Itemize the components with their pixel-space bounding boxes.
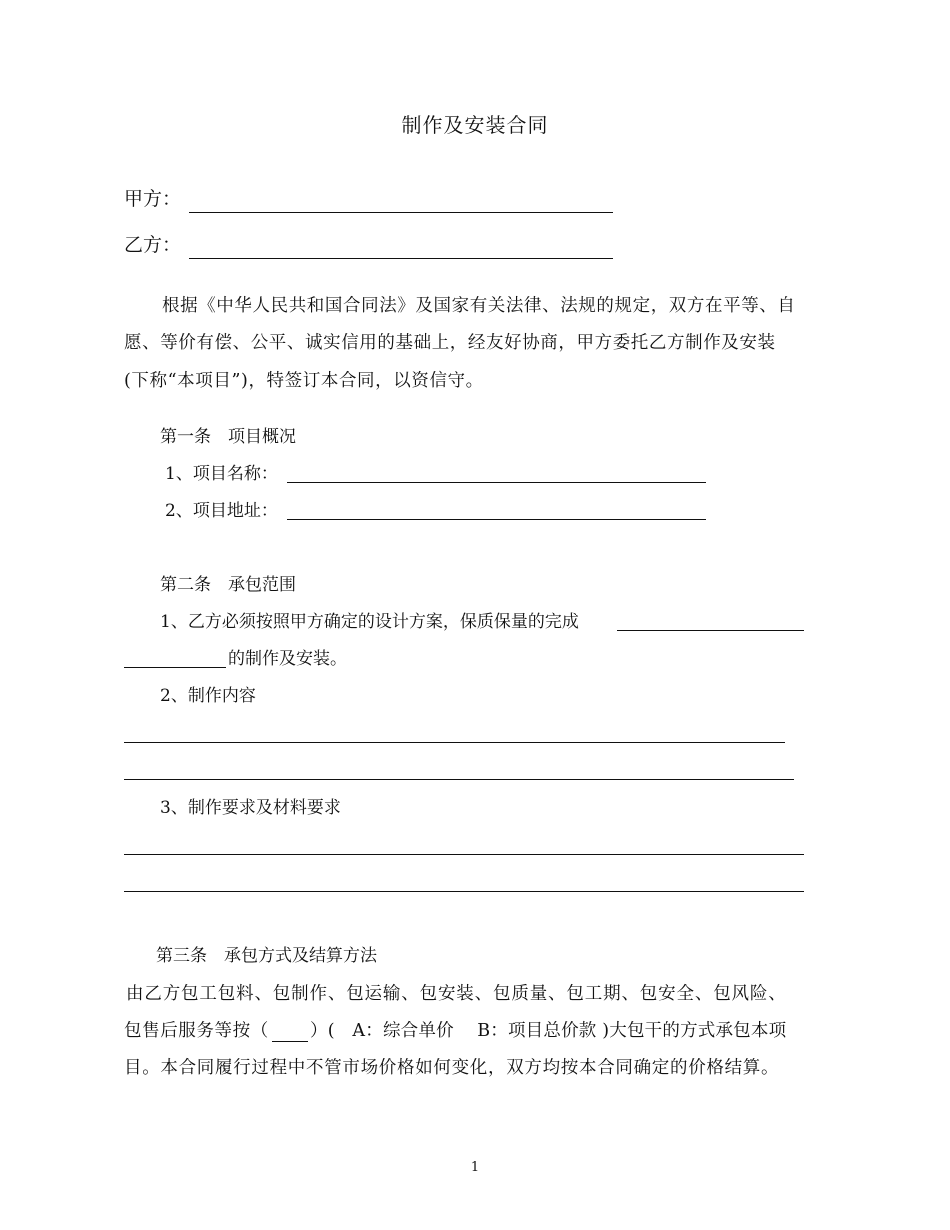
party-a-label: 甲方： [124,188,182,210]
project-address-blank[interactable] [287,519,706,520]
requirements-blank-1[interactable] [124,854,804,855]
article-2-heading: 第二条 承包范围 [160,575,296,595]
intro-line-2: 愿、等价有偿、公平、诚实信用的基础上，经友好协商，甲方委托乙方制作及安装 [124,333,776,353]
project-name-blank[interactable] [287,482,706,483]
intro-line-1: 根据《中华人民共和国合同法》及国家有关法律、法规的规定，双方在平等、自 [162,296,796,316]
page-number: 1 [470,1160,480,1175]
project-address-label: 2、项目地址： [165,501,278,521]
requirements-label: 3、制作要求及材料要求 [160,798,341,818]
production-content-label: 2、制作内容 [160,686,256,706]
article-3-line-2-after: ）( A：综合单价 B：项目总价款 )大包干的方式承包本项 [310,1021,787,1041]
party-b-blank[interactable] [189,258,613,259]
scope-item-1-text: 1、乙方必须按照甲方确定的设计方案，保质保量的完成 [160,612,579,632]
article-3-line-3: 目。本合同履行过程中不管市场价格如何变化，双方均按本合同确定的价格结算。 [124,1058,780,1078]
article-3-line-1: 由乙方包工包料、包制作、包运输、包安装、包质量、包工期、包安全、包风险、 [126,984,787,1004]
party-a-blank[interactable] [189,212,613,213]
project-name-label: 1、项目名称： [165,464,278,484]
scope-item-1-cont: 的制作及安装。 [228,649,347,669]
pricing-choice-blank[interactable] [272,1041,308,1042]
article-3-heading: 第三条 承包方式及结算方法 [156,946,377,966]
production-content-blank-2[interactable] [124,779,794,780]
scope-item-1-blank-cont[interactable] [124,667,226,668]
requirements-blank-2[interactable] [124,891,804,892]
article-3-line-2-before: 包售后服务等按（ [124,1021,269,1041]
production-content-blank-1[interactable] [124,742,785,743]
party-b-label: 乙方： [124,234,182,256]
article-1-heading: 第一条 项目概况 [160,427,296,447]
scope-item-1-blank[interactable] [617,630,804,631]
intro-line-3: (下称“本项目”)，特签订本合同，以资信守。 [124,371,484,391]
document-title: 制作及安装合同 [401,113,549,137]
